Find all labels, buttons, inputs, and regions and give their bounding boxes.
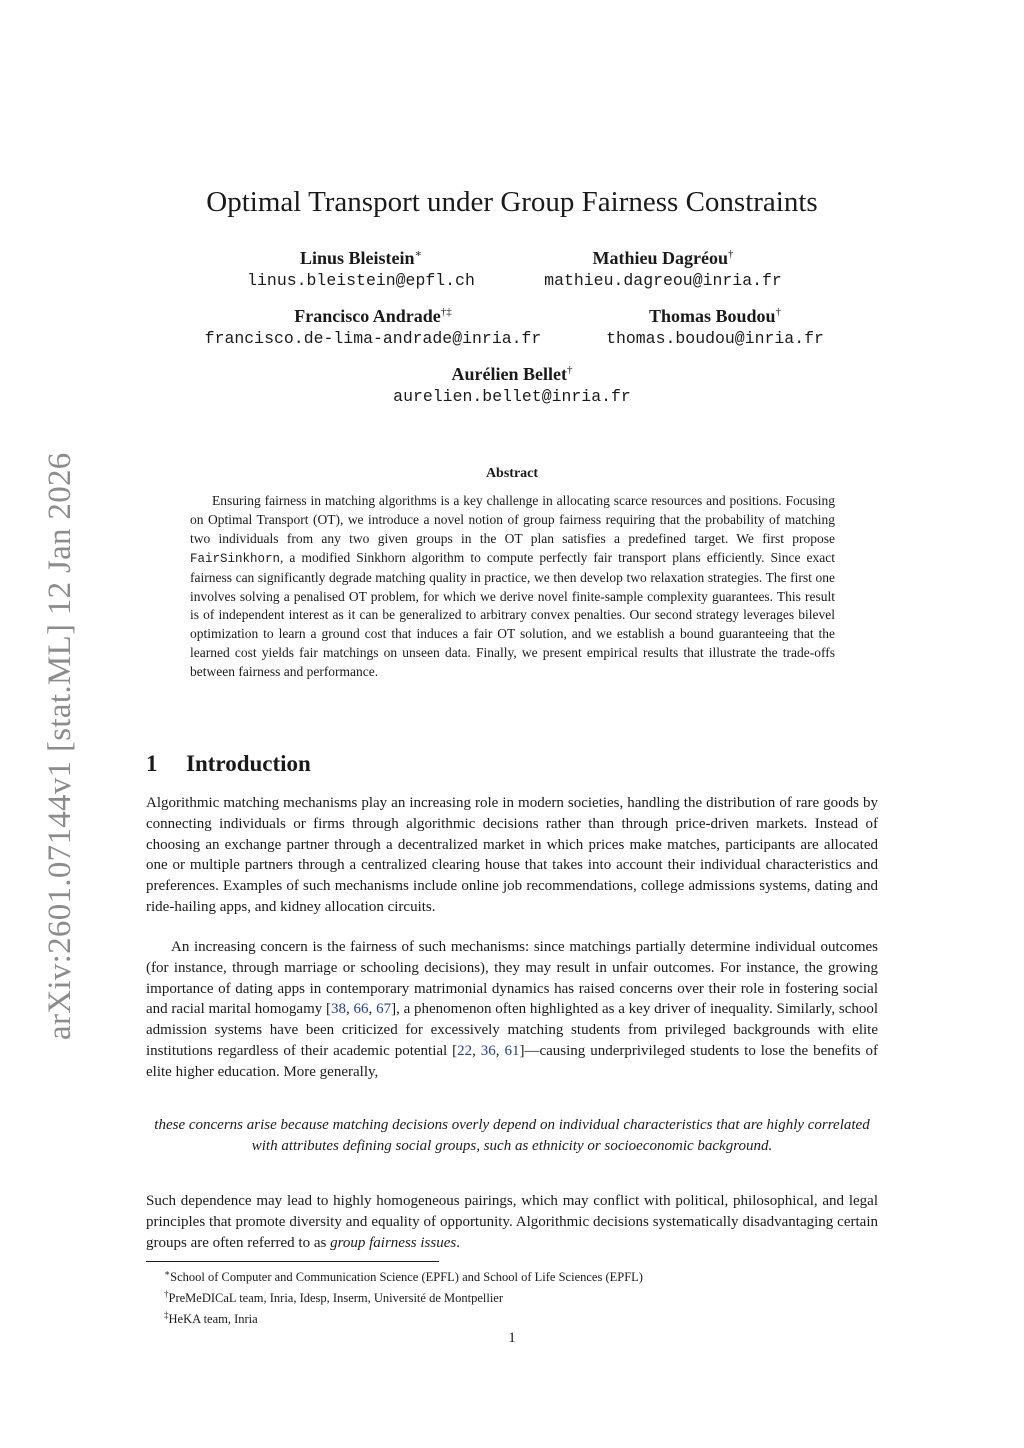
author-email: aurelien.bellet@inria.fr <box>393 387 631 406</box>
footnotes <box>164 1265 878 1328</box>
author-name: Mathieu Dagréou† <box>592 248 734 268</box>
intro-paragraph: An increasing concern is the fairness of such mechanisms: since matchings partially determine individual outcomes (for instance, through marriage or schooling decisions), they may result in unfair outcomes. For instance, the growing importance of dating apps in contemporary matrimonial dynamics has raised concerns over their role in fostering social and racial marital homogamy [38, 66, 67], a phenomenon often highlighted as a key driver of inequality. Similarly, school admission systems have been criticized for excessively matching students from privileged backgrounds with elite institutions regardless of their academic potential [22, 36, 61]—causing underprivileged students to lose the benefits of elite higher education. More generally, <box>146 939 879 1080</box>
footnote: ‡HeKA team, Inria <box>164 1310 258 1327</box>
intro-paragraph: Such dependence may lead to highly homogeneous pairings, which may conflict with political, philosophical, and legal principles that promote diversity and equality of opportunity. Algorithmic decisions systematically disadvantaging certain groups are often referred to as group fairness issues. <box>146 1193 878 1251</box>
footnote: ∗School of Computer and Communication Science (EPFL) and School of Life Sciences (EPFL) <box>164 1268 643 1285</box>
page-number: 1 <box>508 1330 516 1346</box>
citation-link[interactable]: 61 <box>504 1042 520 1059</box>
citation-link[interactable]: 36 <box>480 1042 496 1059</box>
paper-title: Optimal Transport under Group Fairness Constraints <box>206 186 818 218</box>
arxiv-identifier-stamp: arXiv:2601.07144v1 [stat.ML] 12 Jan 2026 <box>42 452 78 1040</box>
citation-link[interactable]: 22 <box>457 1042 473 1059</box>
intro-paragraph: Algorithmic matching mechanisms play an increasing role in modern societies, handling the distribution of rare goods by connecting individuals or firms through algorithmic decisions rather than through price-driven markets. Instead of choosing an exchange partner through a decentralized market in which prices make matches, participants are allocated one or multiple partners through a centralized clearing house that takes into account their individual characteristics and preferences. Examples of such mechanisms include online job recommendations, college admissions systems, dating and ride-hailing apps, and kidney allocation circuits. <box>146 795 878 915</box>
author-email: linus.bleistein@epfl.ch <box>247 271 475 290</box>
algorithm-name: FairSinkhorn <box>190 551 281 566</box>
citation-link[interactable]: 67 <box>376 1001 392 1018</box>
footnote-divider <box>146 1261 439 1262</box>
author-email: mathieu.dagreou@inria.fr <box>544 271 782 290</box>
author-name: Aurélien Bellet† <box>451 364 573 384</box>
author-block <box>500 242 826 292</box>
author-name: Thomas Boudou† <box>648 306 782 326</box>
abstract-heading: Abstract <box>485 466 539 481</box>
citation-link[interactable]: 66 <box>353 1001 369 1018</box>
section-heading: 1 Introduction <box>146 751 311 776</box>
author-name: Francisco Andrade†‡ <box>294 306 452 326</box>
author-email: thomas.boudou@inria.fr <box>606 329 824 348</box>
author-block <box>198 242 524 292</box>
author-block <box>180 300 566 350</box>
abstract-text: Ensuring fairness in matching algorithms is a key challenge in allocating scarce resources and positions. Focusing on Optimal Transport (OT), we introduce a novel notion of group fairness requiring that the probability of matching two individuals from any two given groups in the OT plan satisfies a predefined target. We first propose FairSinkhorn, a modified Sinkhorn algorithm to compute perfectly fair transport plans efficiently. Since exact fairness can significantly degrade matching quality in practice, we then develop two relaxation strategies. The first one involves solving a penalised OT problem, for which we derive novel finite-sample complexity guarantees. This result is of independent interest as it can be generalized to arbitrary convex penalties. Our second strategy leverages bilevel optimization to learn a ground cost that induces a fair OT solution, and we establish a bound guaranteeing that the learned cost yields fair matchings on unseen data. Finally, we present empirical results that illustrate the trade-offs between fairness and performance. <box>190 493 835 680</box>
author-block <box>362 358 662 408</box>
author-block <box>582 300 848 350</box>
author-name: Linus Bleistein∗ <box>299 248 422 268</box>
author-email: francisco.de-lima-andrade@inria.fr <box>204 329 542 348</box>
citation-link[interactable]: 38 <box>331 1001 347 1018</box>
footnote: †PreMeDICaL team, Inria, Idesp, Inserm, Université de Montpellier <box>164 1289 504 1306</box>
highlighted-quote: these concerns arise because matching decisions overly depend on individual characteristics that are highly correlated with attributes defining social groups, such as ethnicity or socioeconomic background. <box>154 1117 870 1154</box>
